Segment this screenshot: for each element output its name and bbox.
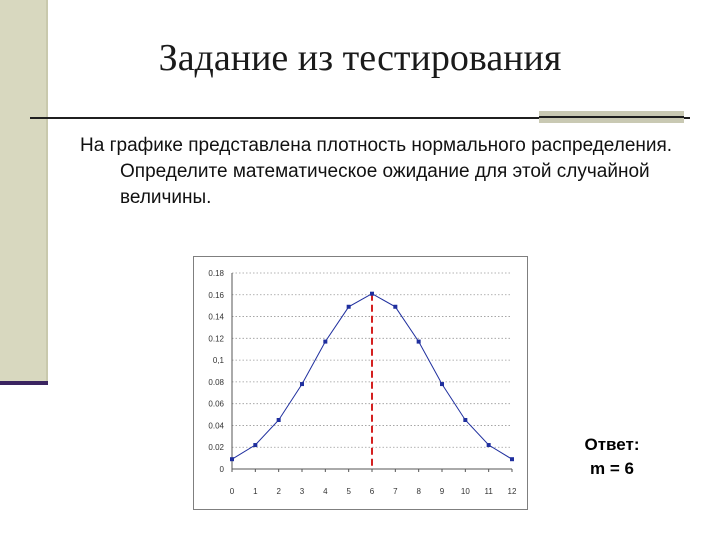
data-point bbox=[277, 418, 281, 422]
y-tick-label: 0,1 bbox=[212, 356, 224, 366]
y-tick-label: 0.14 bbox=[208, 312, 224, 322]
y-tick-label: 0.04 bbox=[208, 421, 224, 431]
side-decoration-band bbox=[0, 0, 48, 384]
y-tick-label: 0.06 bbox=[208, 399, 224, 409]
y-tick-label: 0.02 bbox=[208, 443, 224, 453]
x-tick-label: 12 bbox=[507, 487, 517, 496]
y-tick-label: 0 bbox=[219, 465, 224, 474]
x-tick-label: 8 bbox=[416, 487, 421, 496]
data-point bbox=[370, 292, 374, 296]
x-tick-label: 10 bbox=[460, 487, 470, 496]
data-point bbox=[323, 340, 327, 344]
slide-title: Задание из тестирования bbox=[158, 37, 562, 79]
density-chart bbox=[193, 256, 528, 510]
x-tick-label: 3 bbox=[299, 487, 305, 496]
data-point bbox=[347, 305, 351, 309]
y-tick-label: 0.08 bbox=[208, 377, 224, 387]
x-tick-label: 0 bbox=[229, 487, 235, 496]
data-point bbox=[300, 382, 304, 386]
answer-value: m = 6 bbox=[590, 459, 634, 478]
data-point bbox=[463, 418, 467, 422]
question-text: На графике представлена плотность нормального распределения. Определите математическое ожидание для этой случайной величины. bbox=[80, 135, 673, 208]
x-tick-label: 4 bbox=[323, 487, 328, 496]
x-tick-label: 11 bbox=[484, 487, 493, 496]
x-tick-label: 2 bbox=[276, 487, 281, 496]
y-tick-label: 0.12 bbox=[208, 334, 224, 344]
y-tick-label: 0.18 bbox=[208, 269, 224, 278]
x-tick-label: 5 bbox=[346, 487, 351, 496]
data-point bbox=[440, 382, 444, 386]
side-accent-bar bbox=[0, 381, 48, 385]
data-point bbox=[230, 457, 234, 461]
chart-svg bbox=[194, 257, 527, 509]
answer-label: Ответ: bbox=[584, 435, 640, 454]
x-tick-label: 6 bbox=[369, 487, 375, 496]
y-tick-label: 0.16 bbox=[208, 290, 224, 300]
data-point bbox=[253, 443, 257, 447]
x-tick-label: 9 bbox=[439, 487, 445, 496]
data-point bbox=[393, 305, 397, 309]
data-point bbox=[510, 457, 514, 461]
divider-accent-line bbox=[539, 116, 684, 118]
answer-box bbox=[570, 433, 654, 481]
x-tick-label: 7 bbox=[393, 487, 398, 496]
data-point bbox=[417, 340, 421, 344]
data-point bbox=[487, 443, 491, 447]
x-tick-label: 1 bbox=[253, 487, 258, 496]
